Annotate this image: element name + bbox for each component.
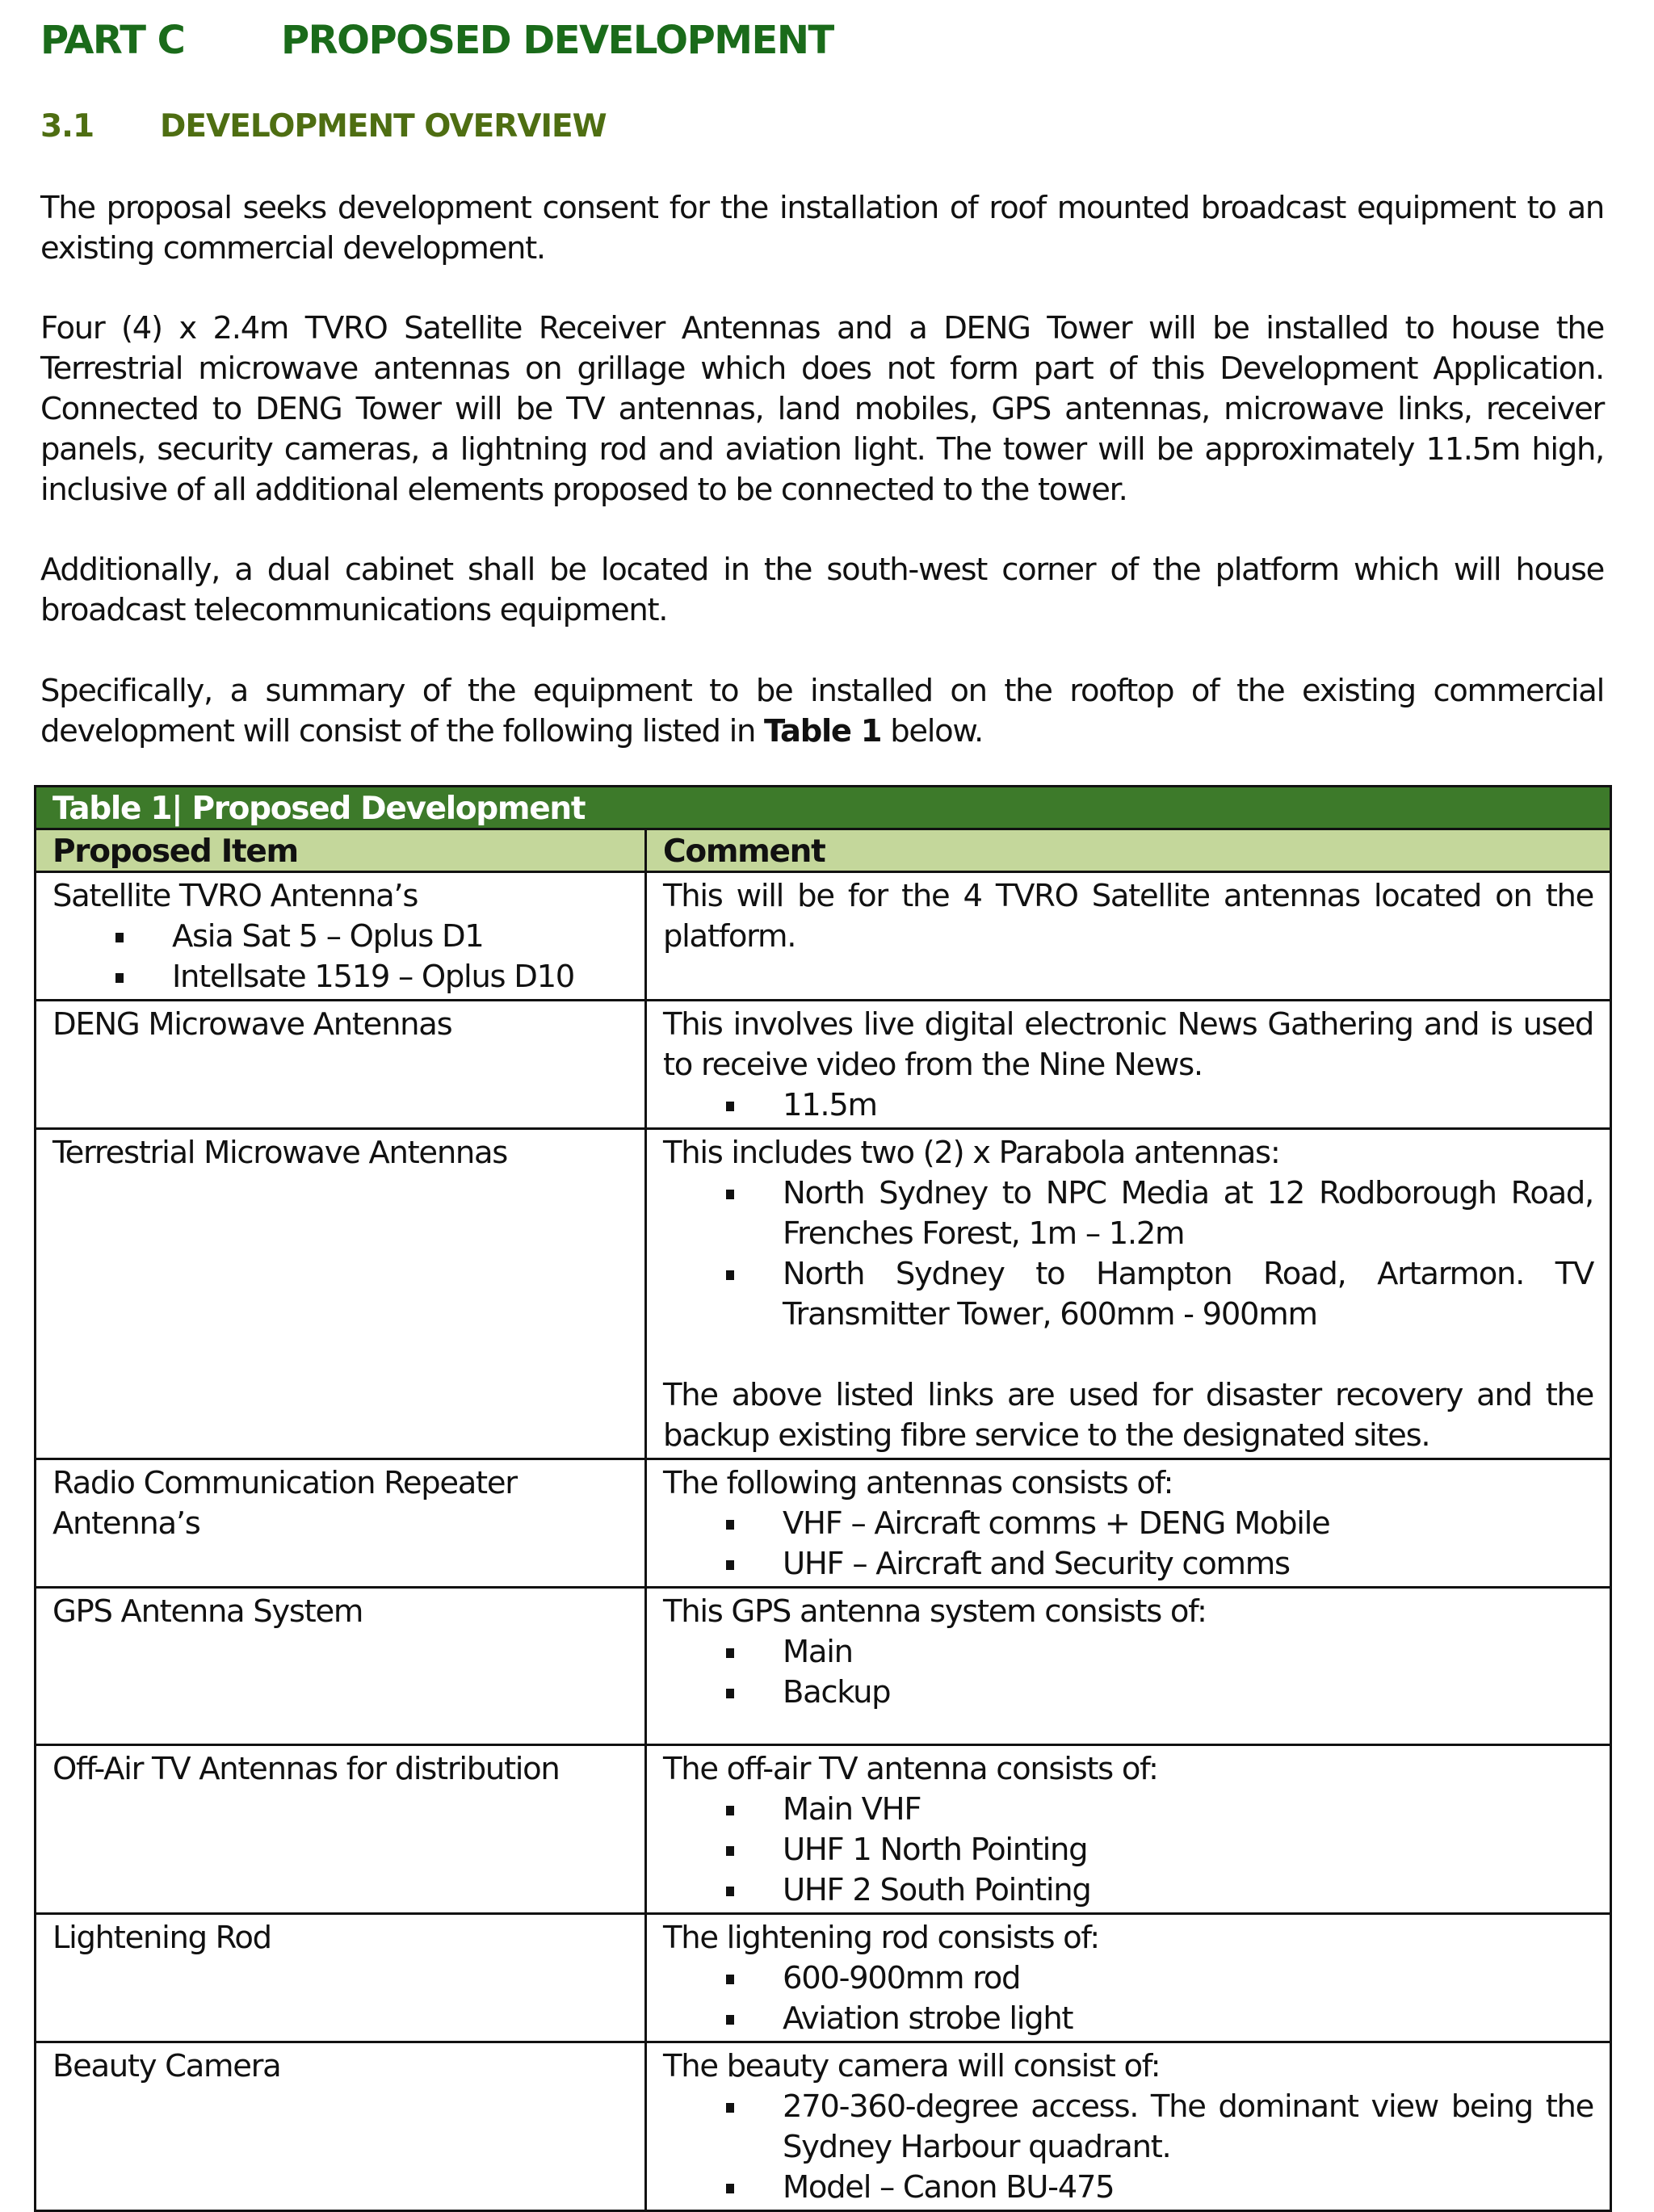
bullet-item: VHF – Aircraft comms + DENG Mobile	[663, 1504, 1593, 1544]
bullet-item: 600-900mm rod	[663, 1958, 1593, 1999]
table-title-row	[36, 787, 1611, 829]
comment-cell	[646, 1745, 1611, 1914]
table-reference: Table 1	[764, 713, 882, 749]
comment-text: This includes two (2) x Parabola antennas:	[663, 1135, 1280, 1171]
comment-text: The lightening rod consists of:	[663, 1920, 1099, 1956]
table-header-row	[36, 829, 1611, 872]
bullet-item: North Sydney to NPC Media at 12 Rodborough Road, Frenches Forest, 1m – 1.2m	[663, 1173, 1593, 1254]
item-name: Satellite TVRO Antenna’s	[52, 878, 418, 914]
summary-text-before: Specifically, a summary of the equipment to be installed on the rooftop of the existing commercial development will consist of the following listed in	[40, 673, 1604, 749]
part-title: PROPOSED DEVELOPMENT	[281, 18, 833, 63]
bullet-item: UHF – Aircraft and Security comms	[663, 1544, 1593, 1584]
bullet-item: Asia Sat 5 – Oplus D1	[52, 917, 628, 957]
comment-cell	[646, 1001, 1611, 1129]
item-cell	[36, 872, 646, 1001]
table-row	[36, 1459, 1611, 1588]
comment-text: This will be for the 4 TVRO Satellite antennas located on the platform.	[663, 878, 1593, 955]
comment-cell	[646, 1129, 1611, 1459]
comment-bullet-list	[663, 1958, 1593, 2039]
item-cell	[36, 1459, 646, 1588]
item-name: DENG Microwave Antennas	[52, 1006, 452, 1043]
item-cell	[36, 1914, 646, 2042]
bullet-item: UHF 1 North Pointing	[663, 1830, 1593, 1870]
comment-cell	[646, 1459, 1611, 1588]
table-row	[36, 1914, 1611, 2042]
section-title: DEVELOPMENT OVERVIEW	[160, 108, 607, 145]
bullet-item: Model – Canon BU-475	[663, 2168, 1593, 2208]
table-row	[36, 872, 1611, 1001]
bullet-item: Main	[663, 1632, 1593, 1673]
item-cell	[36, 1001, 646, 1129]
table-row	[36, 1588, 1611, 1745]
spacer	[663, 1713, 1593, 1742]
comment-text: The following antennas consists of:	[663, 1465, 1173, 1501]
comment-text: This involves live digital electronic News Gathering and is used to receive video from the Nine News.	[663, 1006, 1593, 1083]
summary-text-after: below.	[881, 713, 983, 749]
section-heading	[40, 108, 607, 145]
comment-note: The above listed links are used for disaster recovery and the backup existing fibre service to the designated sites.	[663, 1377, 1593, 1454]
comment-bullet-list	[663, 1173, 1593, 1335]
section-number: 3.1	[40, 108, 94, 145]
part-heading	[40, 18, 833, 63]
comment-cell	[646, 2042, 1611, 2211]
paragraph-cabinet: Additionally, a dual cabinet shall be located in the south-west corner of the platform which will house broadcast telecommunications equipment.	[40, 552, 1604, 628]
item-cell	[36, 1745, 646, 1914]
table-title: Table 1| Proposed Development	[36, 787, 1611, 829]
bullet-item: North Sydney to Hampton Road, Artarmon. TV Transmitter Tower, 600mm - 900mm	[663, 1254, 1593, 1335]
comment-bullet-list	[663, 1632, 1593, 1713]
bullet-item: Main VHF	[663, 1790, 1593, 1830]
paragraph-summary	[40, 671, 1604, 752]
item-name: Radio Communication Repeater Antenna’s	[52, 1465, 517, 1542]
comment-text: This GPS antenna system consists of:	[663, 1593, 1207, 1630]
paragraph-equipment: Four (4) x 2.4m TVRO Satellite Receiver Antennas and a DENG Tower will be installed to house the Terrestrial microwave antennas on grillage which does not form part of this Development Application. Connected to DENG Tower will be TV antennas, land mobiles, GPS antennas, microwave links, receiver panels, security cameras, a lightning rod and aviation light. The tower will be approximately 11.5m high, inclusive of all additional elements proposed to be connected to the tower.	[40, 310, 1604, 508]
item-cell	[36, 1129, 646, 1459]
item-name: Beauty Camera	[52, 2048, 281, 2084]
comment-bullet-list	[663, 1085, 1593, 1126]
part-number: PART C	[40, 18, 185, 63]
table-row	[36, 1001, 1611, 1129]
item-bullet-list	[52, 917, 628, 997]
paragraph-intro: The proposal seeks development consent for the installation of roof mounted broadcast equipment to an existing commercial development.	[40, 190, 1604, 267]
comment-cell	[646, 1588, 1611, 1745]
bullet-item: 270-360-degree access. The dominant view being the Sydney Harbour quadrant.	[663, 2087, 1593, 2168]
comment-bullet-list	[663, 1504, 1593, 1584]
bullet-item: 11.5m	[663, 1085, 1593, 1126]
item-name: Terrestrial Microwave Antennas	[52, 1135, 508, 1171]
item-name: Lightening Rod	[52, 1920, 271, 1956]
proposed-development-table	[34, 785, 1612, 2212]
table-row	[36, 2042, 1611, 2211]
item-name: Off-Air TV Antennas for distribution	[52, 1751, 560, 1787]
column-header-comment: Comment	[646, 829, 1611, 872]
comment-bullet-list	[663, 2087, 1593, 2208]
table-row	[36, 1745, 1611, 1914]
spacer	[663, 1335, 1593, 1375]
comment-cell	[646, 872, 1611, 1001]
bullet-item: Aviation strobe light	[663, 1999, 1593, 2039]
bullet-item: UHF 2 South Pointing	[663, 1870, 1593, 1911]
item-name: GPS Antenna System	[52, 1593, 363, 1630]
item-cell	[36, 1588, 646, 1745]
bullet-item: Backup	[663, 1673, 1593, 1713]
comment-text: The off-air TV antenna consists of:	[663, 1751, 1158, 1787]
column-header-item: Proposed Item	[36, 829, 646, 872]
comment-text: The beauty camera will consist of:	[663, 2048, 1161, 2084]
bullet-item: Intellsate 1519 – Oplus D10	[52, 957, 628, 997]
comment-bullet-list	[663, 1790, 1593, 1911]
table-row	[36, 1129, 1611, 1459]
comment-cell	[646, 1914, 1611, 2042]
item-cell	[36, 2042, 646, 2211]
